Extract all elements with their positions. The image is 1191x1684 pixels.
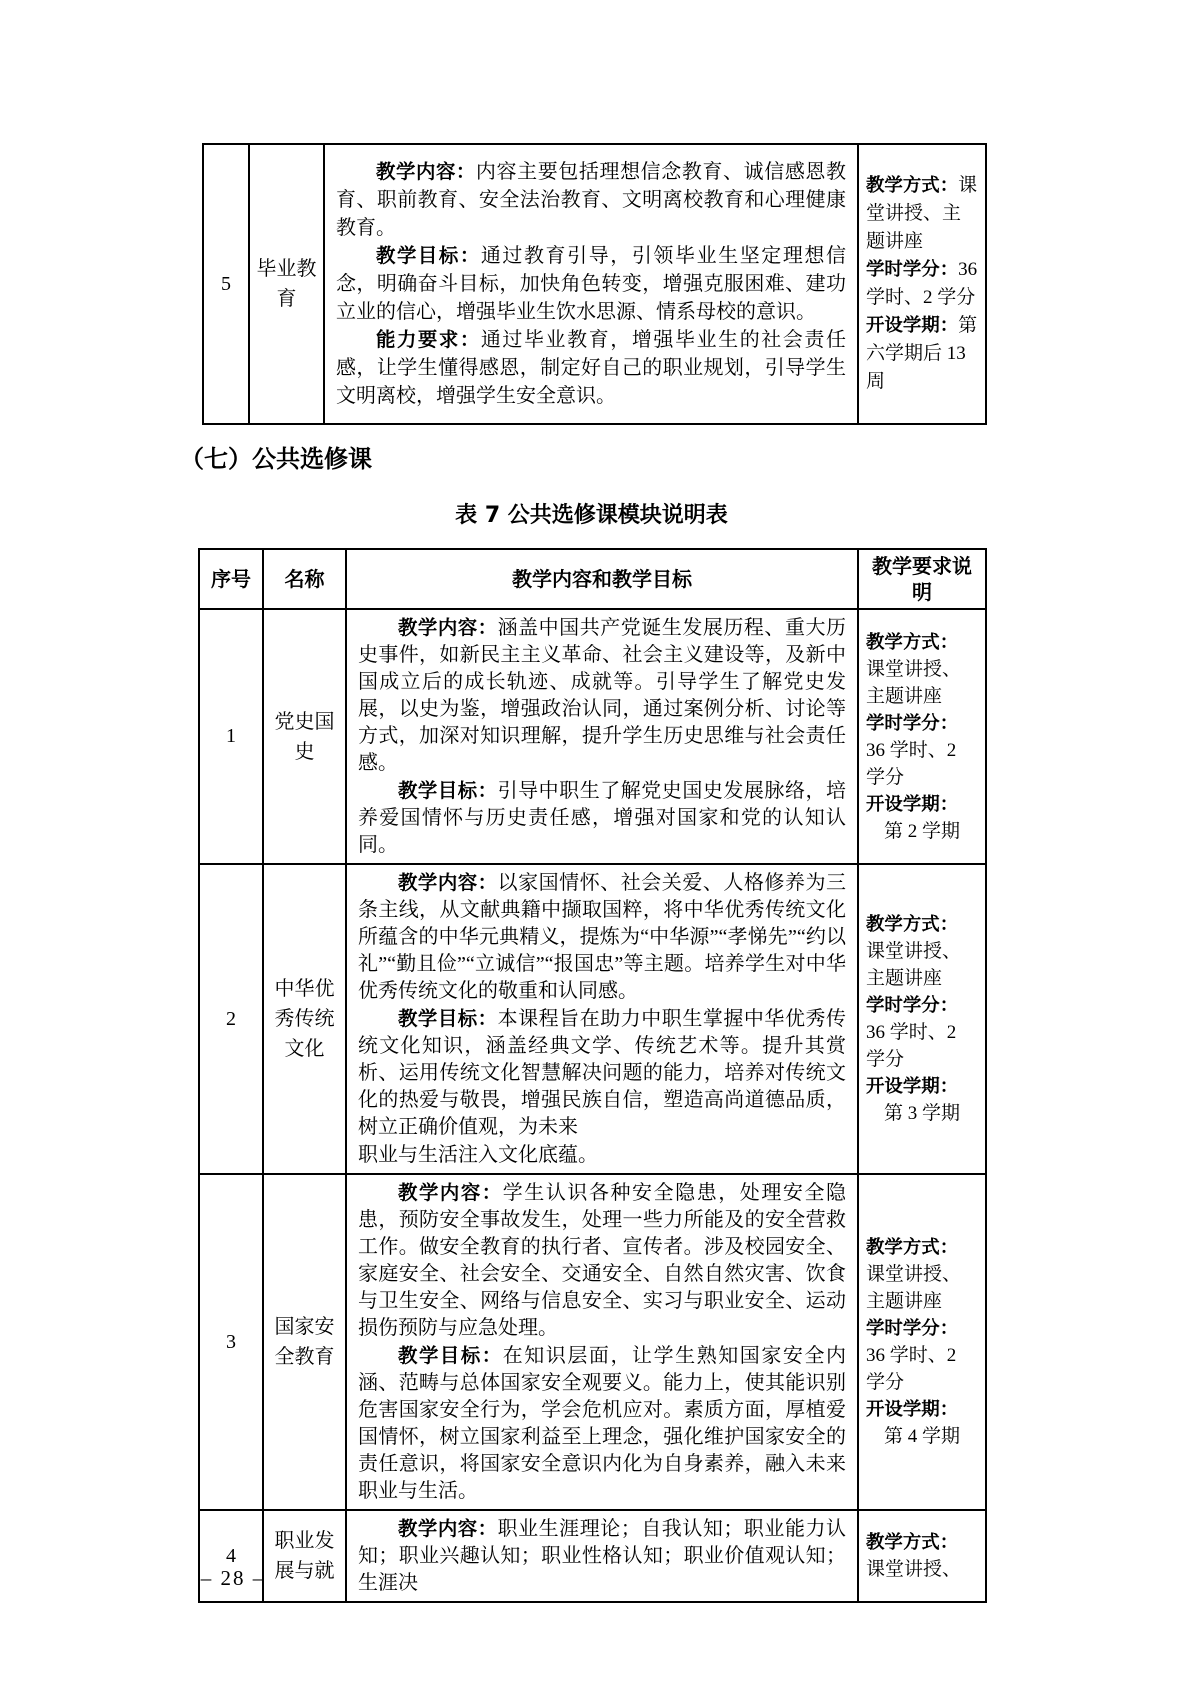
requirement-label: 开设学期： [866, 793, 959, 815]
requirement-label: 教学方式： [866, 914, 959, 935]
requirement-label: 学时学分： [866, 712, 959, 734]
requirement-label: 教学方式： [866, 1532, 959, 1553]
requirement-item [866, 1529, 978, 1583]
paragraph-text: 职业与生活注入文化底蕴。 [358, 1144, 598, 1166]
course-name-cell: 职业发展与就 [263, 1510, 346, 1602]
paragraph-label: 教学内容： [398, 1181, 503, 1204]
paragraph-label: 能力要求： [376, 328, 481, 351]
requirement-label: 开设学期： [866, 1076, 959, 1097]
course-name-cell: 毕业教育 [249, 144, 324, 424]
requirement-label: 教学方式： [866, 631, 959, 653]
paragraph [358, 1141, 846, 1169]
requirement-text: 课堂讲授、主题讲座 [866, 941, 962, 989]
requirement-item [866, 256, 978, 312]
requirement-text: 36 学时、2 学分 [866, 1345, 957, 1393]
column-header-name: 名称 [263, 549, 346, 609]
elective-course-table [198, 548, 987, 1603]
paragraph [336, 158, 846, 242]
teaching-content-cell [324, 144, 858, 424]
teaching-requirements-cell [858, 609, 986, 864]
requirement-item [866, 791, 978, 845]
table-row [199, 609, 986, 864]
requirement-text: 36 学时、2 学分 [866, 739, 957, 788]
requirement-item [866, 1073, 978, 1127]
teaching-requirements-cell [858, 144, 986, 424]
requirement-text: 第 4 学期 [884, 1426, 961, 1447]
course-name-cell: 国家安全教育 [263, 1174, 346, 1510]
paragraph-label: 教学内容： [398, 616, 498, 639]
paragraph-text: 本课程旨在助力中职生掌握中华优秀传统文化知识，涵盖经典文学、传统艺术等。提升其赏析、运用传统文化智慧解决问题的能力，培养对传统文化的热爱与敬畏，增强民族自信，塑造高尚道德品质，树立正确价值观，为未来 [358, 1008, 847, 1138]
requirement-item [866, 629, 978, 710]
requirement-label: 教学方式： [866, 1237, 959, 1258]
paragraph-label: 教学目标： [398, 1344, 503, 1367]
course-module-table-continued [202, 143, 987, 425]
requirement-label: 学时学分： [866, 1318, 959, 1339]
page-number: – 28 – [200, 1566, 266, 1590]
paragraph-text: 内容主要包括理想信念教育、诚信感恩教育、职前教育、安全法治教育、文明离校教育和心理健康教育。 [336, 161, 847, 239]
requirement-item [866, 911, 978, 992]
paragraph-text: 引导中职生了解党史国史发展脉络，培养爱国情怀与历史责任感，增强对国家和党的认知认同。 [358, 780, 847, 856]
paragraph [358, 614, 846, 777]
column-header-requirements: 教学要求说明 [858, 549, 986, 609]
requirement-text: 第 2 学期 [884, 820, 961, 842]
requirement-text: 第 3 学期 [884, 1103, 961, 1124]
paragraph-text: 涵盖中国共产党诞生发展历程、重大历史事件，如新民主主义革命、社会主义建设等，及新中国成立后的成长轨迹、成就等。引导学生了解党史发展，以史为鉴，增强政治认同，通过案例分析、讨论等方式，加深对知识理解，提升学生历史思维与社会责任感。 [358, 617, 847, 774]
paragraph [358, 1179, 846, 1342]
paragraph-text: 学生认识各种安全隐患，处理安全隐患，预防安全事故发生，处理一些力所能及的安全营救工作。做安全教育的执行者、宣传者。涉及校园安全、家庭安全、社会安全、交通安全、自然自然灾害、饮食与卫生安全、网络与信息安全、实习与职业安全、运动损伤预防与应急处理。 [358, 1182, 847, 1339]
paragraph-label: 教学目标： [398, 779, 498, 802]
requirement-text: 36 学时、2 学分 [866, 1022, 957, 1070]
requirement-text: 第六学期后 13 周 [866, 315, 978, 392]
paragraph-label: 教学内容： [398, 871, 498, 894]
paragraph-label: 教学内容： [398, 1517, 498, 1540]
teaching-requirements-cell [858, 1510, 986, 1602]
table-row [203, 144, 986, 424]
requirement-item [866, 1315, 978, 1396]
paragraph-text: 职业生涯理论；自我认知；职业能力认知；职业兴趣认知；职业性格认知；职业价值观认知；生涯决 [358, 1518, 847, 1594]
seq-cell: 3 [199, 1174, 263, 1510]
requirement-label: 学时学分： [866, 259, 959, 280]
requirement-item [866, 992, 978, 1073]
requirement-label: 开设学期： [866, 1399, 959, 1420]
requirement-item [866, 1234, 978, 1315]
paragraph [358, 1005, 846, 1141]
teaching-content-cell [346, 609, 858, 864]
table-row [199, 1510, 986, 1602]
column-header-content: 教学内容和教学目标 [346, 549, 858, 609]
paragraph-text: 以家国情怀、社会关爱、人格修养为三条主线，从文献典籍中撷取国粹，将中华优秀传统文化所蕴含的中华元典精义，提炼为“中华源”“孝悌先”“约以礼”“勤且俭”“立诚信”“报国忠”等主题。培养学生对中华优秀传统文化的敬重和认同感。 [358, 872, 847, 1002]
header-row [199, 549, 986, 609]
requirement-text: 课堂讲授、主题讲座 [866, 658, 962, 707]
table-row [199, 1174, 986, 1510]
paragraph-text: 通过教育引导，引领毕业生坚定理想信念，明确奋斗目标，加快角色转变，增强克服困难、建功立业的信心，增强毕业生饮水思源、情系母校的意识。 [336, 245, 847, 323]
table-title: 表 7 公共选修课模块说明表 [455, 503, 728, 528]
table-row [199, 864, 986, 1174]
paragraph [358, 1342, 846, 1505]
paragraph [336, 326, 846, 410]
requirement-label: 学时学分： [866, 995, 959, 1016]
seq-cell: 1 [199, 609, 263, 864]
teaching-requirements-cell [858, 864, 986, 1174]
course-name-cell: 中华优秀传统文化 [263, 864, 346, 1174]
seq-cell: 5 [203, 144, 249, 424]
section-heading: （七）公共选修课 [180, 445, 372, 473]
seq-cell: 4 [199, 1510, 263, 1602]
requirement-label: 教学方式： [866, 175, 959, 196]
requirement-item [866, 172, 978, 256]
requirement-text: 课堂讲授、 [866, 1559, 962, 1580]
paragraph [358, 1515, 846, 1597]
teaching-content-cell [346, 1174, 858, 1510]
requirement-text: 36 学时、2 学分 [866, 259, 978, 308]
paragraph-label: 教学目标： [376, 244, 481, 267]
requirement-item [866, 312, 978, 396]
teaching-requirements-cell [858, 1174, 986, 1510]
teaching-content-cell [346, 1510, 858, 1602]
paragraph-text: 在知识层面，让学生熟知国家安全内涵、范畴与总体国家安全观要义。能力上，使其能识别危害国家安全行为，学会危机应对。素质方面，厚植爱国情怀，树立国家利益至上理念，强化维护国家安全的责任意识，将国家安全意识内化为自身素养，融入未来职业与生活。 [358, 1345, 847, 1502]
requirement-label: 开设学期： [866, 315, 959, 336]
paragraph [358, 777, 846, 859]
seq-cell: 2 [199, 864, 263, 1174]
course-name-cell: 党史国史 [263, 609, 346, 864]
paragraph-text: 通过毕业教育，增强毕业生的社会责任感，让学生懂得感恩，制定好自己的职业规划，引导学生文明离校，增强学生安全意识。 [336, 329, 847, 407]
teaching-content-cell [346, 864, 858, 1174]
requirement-text: 课堂讲授、主题讲座 [866, 1264, 962, 1312]
paragraph [336, 242, 846, 326]
requirement-item [866, 710, 978, 791]
paragraph-label: 教学内容： [376, 160, 476, 183]
paragraph [358, 869, 846, 1005]
requirement-text: 课堂讲授、主题讲座 [866, 175, 978, 252]
paragraph-label: 教学目标： [398, 1007, 498, 1030]
requirement-item [866, 1396, 978, 1450]
column-header-seq: 序号 [199, 549, 263, 609]
